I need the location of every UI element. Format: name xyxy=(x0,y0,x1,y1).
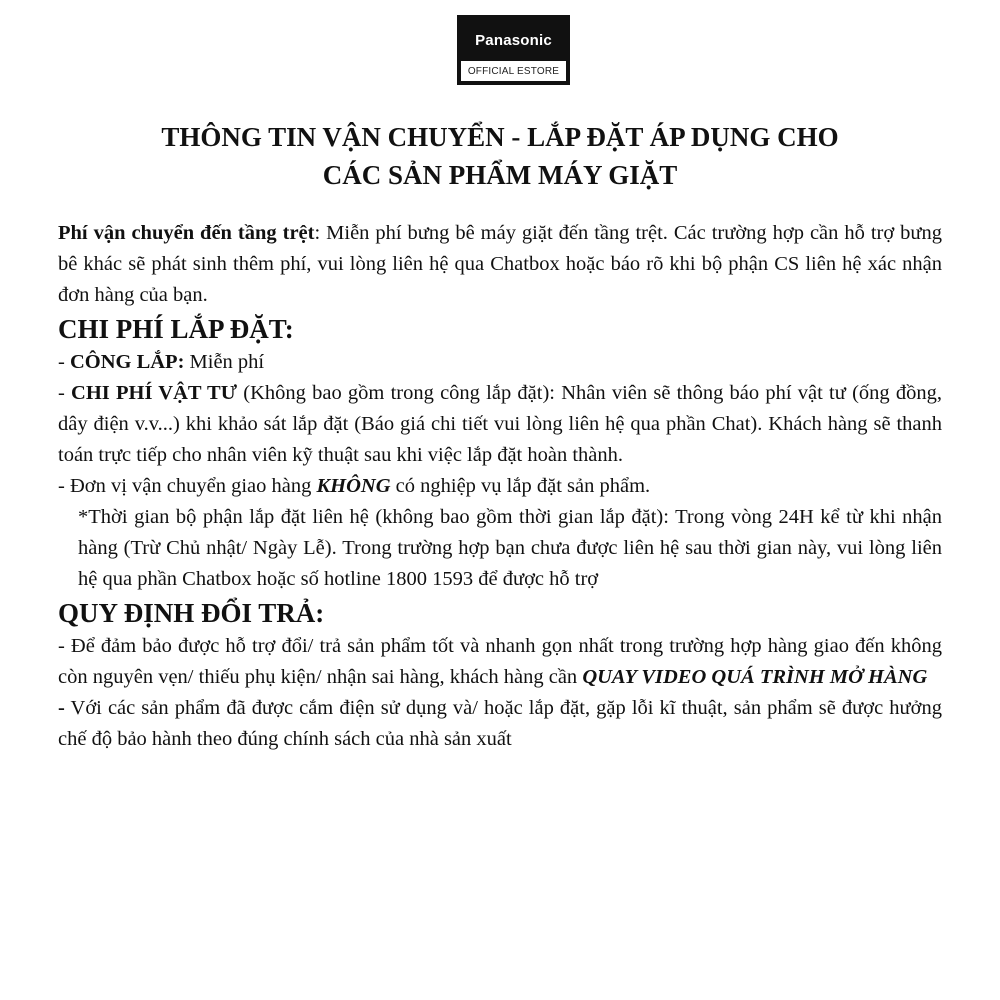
materials-text: (Không bao gồm trong công lắp đặt): Nhân viên sẽ thông báo phí vật tư (ống đồng, dây điện v.v...) khi khảo sát lắp đặt (Báo giá chi tiết vui lòng liên hệ qua phần Chat). Khách hàng sẽ thanh toán trực tiếp cho nhân viên kỹ thuật sau khi việc lắp đặt hoàn thành. xyxy=(58,382,942,466)
labor-text: Miễn phí xyxy=(184,351,265,373)
carrier-emphasis: KHÔNG xyxy=(316,475,391,497)
returns-item-1 xyxy=(58,631,942,693)
returns-item-2 xyxy=(58,693,942,755)
returns-item-2-text: Với các sản phẩm đã được cắm điện sử dụng và/ hoặc lắp đặt, gặp lỗi kĩ thuật, sản phẩm sẽ được hưởng chế độ bảo hành theo đúng chính sách của nhà sản xuất xyxy=(58,697,942,750)
returns-item-1-text: - Để đảm bảo được hỗ trợ đổi/ trả sản phẩm tốt và nhanh gọn nhất trong trường hợp hàng giao đến không còn nguyên vẹn/ thiếu phụ kiện/ nhận sai hàng, khách hàng cần xyxy=(58,635,942,688)
materials-label: CHI PHÍ VẬT TƯ xyxy=(71,382,238,404)
returns-heading: QUY ĐỊNH ĐỔI TRẢ: xyxy=(58,598,325,628)
bullet-dash: - xyxy=(58,382,72,404)
shipping-text: : Miễn phí bưng bê máy giặt đến tầng trệt. Các trường hợp cần hỗ trợ bưng bê khác sẽ phát sinh thêm phí, vui lòng liên hệ qua Chatbox hoặc báo rõ khi bộ phận CS liên hệ xác nhận đơn hàng của bạn. xyxy=(58,222,943,306)
logo-brand: Panasonic xyxy=(475,31,552,49)
shipping-paragraph xyxy=(58,218,942,311)
installation-heading: CHI PHÍ LẮP ĐẶT: xyxy=(58,314,294,344)
materials-cost-item xyxy=(58,378,942,471)
labor-label: CÔNG LẮP: xyxy=(69,351,185,373)
labor-cost-item xyxy=(58,347,942,378)
panasonic-logo xyxy=(457,15,570,85)
logo-tagline: OFFICIAL ESTORE xyxy=(461,61,566,81)
title-line-2: CÁC SẢN PHẨM MÁY GIẶT xyxy=(322,160,678,190)
shipping-label: Phí vận chuyển đến tầng trệt xyxy=(58,222,315,244)
carrier-prefix: - Đơn vị vận chuyển giao hàng xyxy=(58,475,317,497)
document-body xyxy=(58,218,942,755)
returns-item-1-emphasis: QUAY VIDEO QUÁ TRÌNH MỞ HÀNG xyxy=(582,666,928,688)
title-line-1: THÔNG TIN VẬN CHUYỂN - LẮP ĐẶT ÁP DỤNG CHO xyxy=(161,122,839,152)
carrier-text: có nghiệp vụ lắp đặt sản phẩm. xyxy=(390,475,651,497)
bullet-dash: - xyxy=(58,351,70,373)
installation-timing-note: *Thời gian bộ phận lắp đặt liên hệ (không bao gồm thời gian lắp đặt): Trong vòng 24H kể từ khi nhận hàng (Trừ Chủ nhật/ Ngày Lễ). Trong trường hợp bạn chưa được liên hệ sau thời gian này, vui lòng liên hệ qua phần Chatbox hoặc số hotline 1800 1593 để được hỗ trợ xyxy=(78,506,942,590)
page-title xyxy=(0,118,1000,194)
carrier-note-item xyxy=(58,471,942,502)
bullet-dash: - xyxy=(58,697,65,719)
